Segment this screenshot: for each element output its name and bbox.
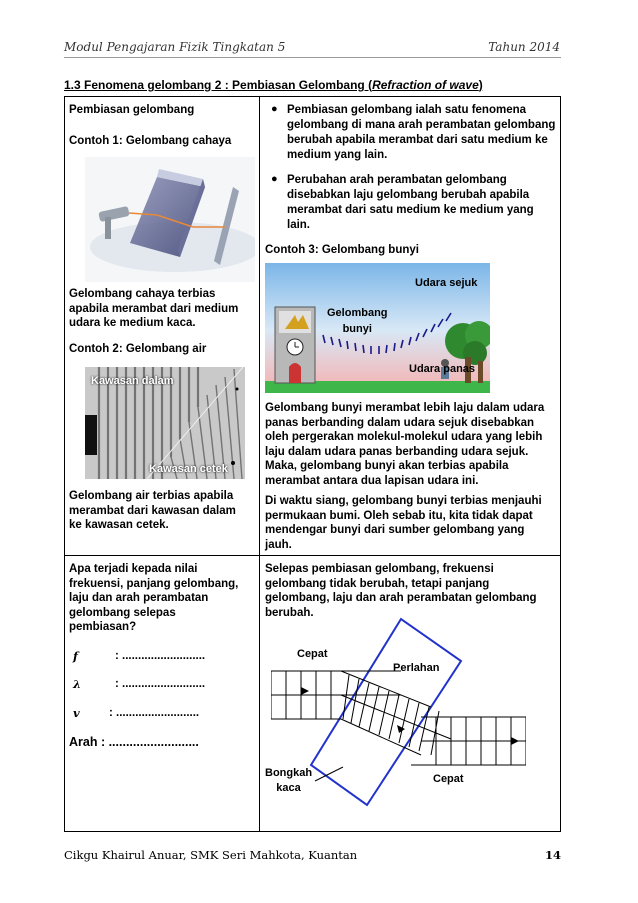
answer-text: Selepas pembiasan gelombang, frekuensi gelombang tidak berubah, tetapi panjang gelombang, laju dan arah perambatan gelombang berubah. xyxy=(265,563,537,619)
bullet1-text: Pembiasan gelombang ialah satu fenomena gelombang di mana arah perambatan gelombang berubah apabila merambat dari satu medium ke medium yang lain. xyxy=(287,104,556,161)
sound-description-2: Di waktu siang, gelombang bunyi terbias menjauhi permukaan bumi. Oleh sebab itu, kita tidak dapat mendengar bunyi dari sumber gelombang yang jauh. xyxy=(265,495,542,551)
sound-wave-label: Gelombang bunyi xyxy=(327,307,388,335)
bullet2-text: Perubahan arah perambatan gelombang disebabkan laju gelombang berubah apabila merambat dari satu medium ke medium yang lain. xyxy=(287,174,534,231)
content-table xyxy=(64,96,561,832)
example2-label: Contoh 2: Gelombang air xyxy=(69,343,207,355)
page-header xyxy=(64,40,560,54)
cool-air-label: Udara sejuk xyxy=(415,277,478,289)
fast-label-2: Cepat xyxy=(433,773,464,785)
wavelength-answer-field[interactable]: : .......................... xyxy=(115,678,206,690)
left-heading: Pembiasan gelombang xyxy=(69,104,195,116)
page-number: 14 xyxy=(544,848,561,862)
bullet-icon: ● xyxy=(271,173,278,185)
velocity-symbol: v xyxy=(73,706,80,720)
header-left: Modul Pengajaran Fizik Tingkatan 5 xyxy=(64,40,286,54)
example1-label: Contoh 1: Gelombang cahaya xyxy=(69,135,232,147)
footer-left: Cikgu Khairul Anuar, SMK Seri Mahkota, Kuantan xyxy=(64,848,358,862)
direction-answer-field[interactable]: Arah : .......................... xyxy=(69,735,199,749)
example3-label: Contoh 3: Gelombang bunyi xyxy=(265,244,419,256)
light-description: Gelombang cahaya terbias apabila merambat dari medium udara ke medium kaca. xyxy=(69,288,239,329)
sound-description: Gelombang bunyi merambat lebih laju dalam udara panas berbanding dalam udara sejuk disebabkan oleh pergerakan molekul-molekul udara yang lebih laju dalam udara panas berbanding udara sejuk. Maka, gelombang bunyi akan terbias apabila merambat antara dua lapisan udara ini. xyxy=(265,402,545,487)
frequency-answer-field[interactable]: : .......................... xyxy=(115,650,206,662)
hot-air-label: Udara panas xyxy=(409,363,476,375)
header-right: Tahun 2014 xyxy=(488,40,560,54)
light-refraction-image xyxy=(85,157,255,282)
section-title: 1.3 Fenomena gelombang 2 : Pembiasan Gelombang (Refraction of wave) xyxy=(64,78,483,92)
header-rule xyxy=(64,57,561,58)
fast-label-1: Cepat xyxy=(297,648,328,660)
glass-block-label: Bongkah kaca xyxy=(265,767,313,794)
slow-label: Perlahan xyxy=(393,662,440,674)
shallow-region-label: Kawasan cetek xyxy=(149,463,228,475)
deep-region-label: Kawasan dalam xyxy=(91,375,174,387)
frequency-symbol: f xyxy=(73,649,78,663)
water-description: Gelombang air terbias apabila merambat dari kawasan dalam ke kawasan cetek. xyxy=(69,490,236,531)
question-text: Apa terjadi kepada nilai frekuensi, panjang gelombang, laju dan arah perambatan gelombang selepas pembiasan? xyxy=(69,563,239,633)
wavelength-symbol: λ xyxy=(73,677,82,691)
page-footer xyxy=(64,848,561,862)
row-divider xyxy=(65,555,560,556)
velocity-answer-field[interactable]: : .......................... xyxy=(109,707,200,719)
bullet-icon: ● xyxy=(271,103,278,115)
column-divider xyxy=(259,97,260,831)
